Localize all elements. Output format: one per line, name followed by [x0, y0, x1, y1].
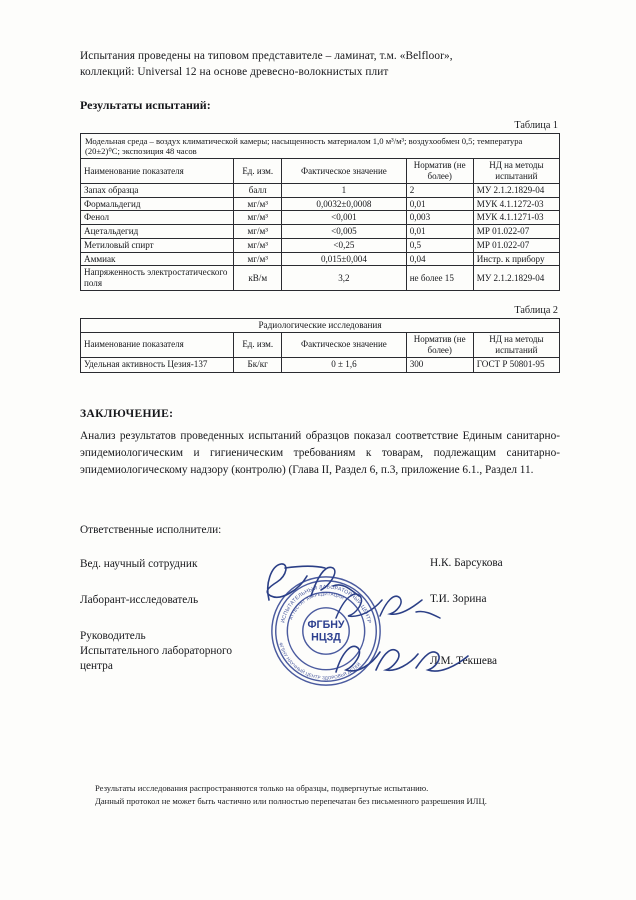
table1-conditions: Модельная среда – воздух климатической камеры; насыщенность материалом 1,0 м³/м³; воздухообмен 0,5; температура (20±2)⁰С; экспозиция 48 часов: [81, 133, 560, 158]
cell-unit: Бк/кг: [234, 357, 282, 372]
table2-caption: Таблица 2: [514, 304, 558, 316]
col-header-unit: Ед. изм.: [234, 159, 282, 184]
cell-indicator: Метиловый спирт: [81, 238, 234, 252]
cell-method: МУ 2.1.2.1829-04: [473, 266, 559, 290]
table-row: [81, 357, 560, 372]
table-row: [81, 197, 560, 211]
table-row: [81, 225, 560, 239]
signature-row: [80, 593, 560, 608]
cell-indicator: Формальдегид: [81, 197, 234, 211]
table1-caption: Таблица 1: [514, 119, 558, 131]
stamp-center-line-2: НЦЗД: [311, 631, 341, 644]
signer-role-line-1: Руководитель: [80, 630, 146, 643]
cell-method: ГОСТ Р 50801-95: [473, 357, 559, 372]
col-header-unit: Ед. изм.: [234, 332, 282, 357]
col-header-norm: Норматив (не более): [406, 159, 473, 184]
cell-norm: 0,5: [406, 238, 473, 252]
signature-row: [80, 557, 560, 572]
signer-role-line-3: центра: [80, 660, 113, 673]
col-header-indicator: Наименование показателя: [81, 159, 234, 184]
cell-method: Инстр. к прибору: [473, 252, 559, 266]
cell-norm: 0,04: [406, 252, 473, 266]
col-header-actual: Фактическое значение: [282, 159, 407, 184]
cell-actual: 0,015±0,004: [282, 252, 407, 266]
table-test-results: [80, 133, 560, 291]
signature-row: [80, 629, 560, 674]
intro-line-2: коллекций: Universal 12 на основе древесно-волокнистых плит: [80, 66, 389, 79]
cell-unit: мг/м³: [234, 197, 282, 211]
cell-method: МУ 2.1.2.1829-04: [473, 184, 559, 198]
results-title: Результаты испытаний:: [80, 97, 211, 112]
cell-norm: не более 15: [406, 266, 473, 290]
table-row: [81, 133, 560, 158]
table-header-row: [81, 159, 560, 184]
cell-indicator: Ацетальдегид: [81, 225, 234, 239]
table-row: [81, 238, 560, 252]
table2-group-title: Радиологические исследования: [81, 318, 560, 332]
cell-norm: 0,003: [406, 211, 473, 225]
cell-unit: мг/м³: [234, 238, 282, 252]
svg-text:АТТЕСТАТ АККРЕДИТАЦИИ: АТТЕСТАТ АККРЕДИТАЦИИ: [288, 591, 345, 621]
cell-norm: 0,01: [406, 225, 473, 239]
signatures-block: [80, 524, 560, 674]
col-header-method: НД на методы испытаний: [473, 159, 559, 184]
signer-name: Н.К. Барсукова: [430, 557, 503, 570]
signer-name: Л.М. Текшева: [430, 655, 498, 668]
cell-indicator: Фенол: [81, 211, 234, 225]
cell-indicator: Напряженность электростатического поля: [81, 266, 234, 290]
cell-indicator: Запах образца: [81, 184, 234, 198]
signer-role: Вед. научный сотрудник: [80, 558, 198, 571]
document-body: [80, 48, 560, 674]
cell-actual: <0,005: [282, 225, 407, 239]
stamp-center-line-1: ФГБНУ: [307, 619, 345, 632]
cell-unit: мг/м³: [234, 211, 282, 225]
cell-unit: кВ/м: [234, 266, 282, 290]
cell-actual: <0,25: [282, 238, 407, 252]
intro-paragraph: [80, 48, 560, 81]
cell-actual: 3,2: [282, 266, 407, 290]
table-row: [81, 184, 560, 198]
col-header-actual: Фактическое значение: [282, 332, 407, 357]
cell-norm: 2: [406, 184, 473, 198]
conclusion-text: Анализ результатов проведенных испытаний образцов показал соответствие Единым санитарно-эпидемиологическим и гигиеническим требованиям к товарам, подлежащим санитарно-эпидемиологическому надзору (контролю) (Глава II, Раздел 6, п.3, приложение 6.1., Раздел 11.: [80, 429, 560, 476]
signer-role: [80, 629, 335, 674]
signer-name: Т.И. Зорина: [430, 593, 487, 606]
cell-unit: балл: [234, 184, 282, 198]
footer-line-2: Данный протокол не может быть частично или полностью перепечатан без письменного разрешения ИЛЦ.: [95, 796, 487, 807]
signer-role-line-2: Испытательного лабораторного: [80, 645, 233, 658]
cell-actual: <0,001: [282, 211, 407, 225]
signatures-heading: Ответственные исполнители:: [80, 524, 222, 537]
cell-method: МУК 4.1.1271-03: [473, 211, 559, 225]
cell-method: МР 01.022-07: [473, 225, 559, 239]
svg-text:ФГБНУ НАУЧНЫЙ ЦЕНТР ЗДОРОВЬЯ Д: ФГБНУ НАУЧНЫЙ ЦЕНТР ЗДОРОВЬЯ ДЕТЕЙ: [278, 641, 362, 681]
document-footer: [95, 782, 555, 809]
table-row: [81, 252, 560, 266]
signer-role: Лаборант-исследователь: [80, 594, 199, 607]
table-header-row: [81, 332, 560, 357]
cell-actual: 1: [282, 184, 407, 198]
table-row: [81, 211, 560, 225]
cell-indicator: Аммиак: [81, 252, 234, 266]
col-header-indicator: Наименование показателя: [81, 332, 234, 357]
conclusion-title: ЗАКЛЮЧЕНИЕ:: [80, 406, 174, 420]
cell-norm: 0,01: [406, 197, 473, 211]
cell-norm: 300: [406, 357, 473, 372]
cell-indicator: Удельная активность Цезия-137: [81, 357, 234, 372]
table-row: [81, 266, 560, 290]
table-radiology: [80, 318, 560, 373]
cell-unit: мг/м³: [234, 225, 282, 239]
svg-text:ИСПЫТАТЕЛЬНЫЙ ЛАБОРАТОРНЫЙ ЦЕН: ИСПЫТАТЕЛЬНЫЙ ЛАБОРАТОРНЫЙ ЦЕНТР: [280, 584, 372, 625]
table-row: [81, 318, 560, 332]
intro-line-1: Испытания проведены на типовом представителе – ламинат, т.м. «Belfloor»,: [80, 50, 453, 62]
col-header-method: НД на методы испытаний: [473, 332, 559, 357]
cell-unit: мг/м³: [234, 252, 282, 266]
cell-actual: 0,0032±0,0008: [282, 197, 407, 211]
cell-method: МУК 4.1.1272-03: [473, 197, 559, 211]
cell-method: МР 01.022-07: [473, 238, 559, 252]
cell-actual: 0 ± 1,6: [282, 357, 407, 372]
footer-line-1: Результаты исследования распространяются только на образцы, подвергнутые испытанию.: [95, 783, 429, 793]
col-header-norm: Норматив (не более): [406, 332, 473, 357]
